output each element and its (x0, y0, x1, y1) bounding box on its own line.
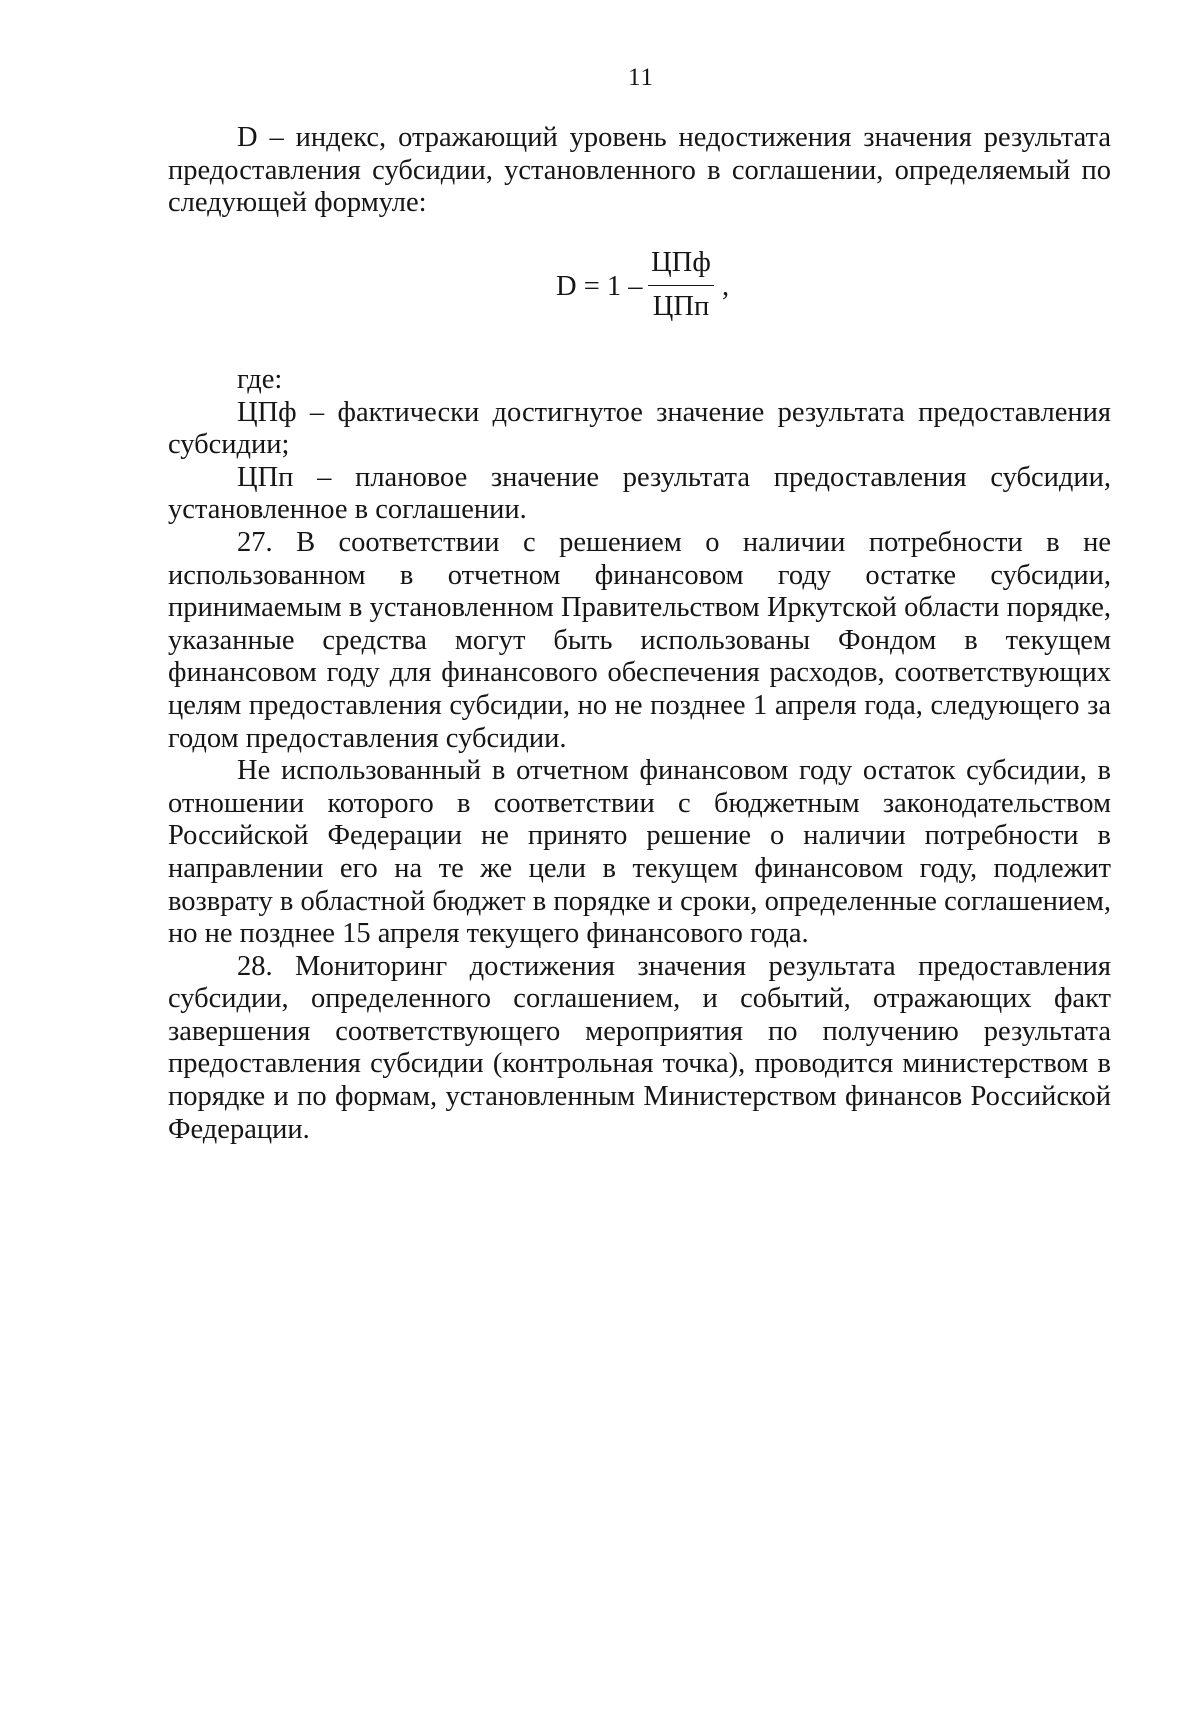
paragraph-unused-balance: Не использованный в отчетном финансовом году остаток субсидии, в отношении которого в соответствии с бюджетным законодательством Российской Федерации не принято решение о наличии потребности в направлении его на те же цели в текущем финансовом году, подлежит возврату в областной бюджет в порядке и сроки, определенные соглашением, но не позднее 15 апреля текущего финансового года. (168, 755, 1111, 950)
formula-numerator: ЦПф (651, 247, 711, 278)
paragraph-28: 28. Мониторинг достижения значения результата предоставления субсидии, определенного соглашением, и событий, отражающих факт завершения соответствующего мероприятия по получению результата предоставления субсидии (контрольная точка), проводится министерством в порядке и по формам, установленным Министерством финансов Российской Федерации. (168, 950, 1111, 1145)
formula-comma: , (722, 271, 730, 302)
formula-denominator: ЦПп (652, 291, 710, 322)
formula-lhs: D = 1 – (556, 271, 643, 302)
intro-paragraph: D – индекс, отражающий уровень недостижения значения результата предоставления субсидии, установленного в соглашении, определяемый по следующей формуле: (168, 122, 1111, 219)
body-text (168, 364, 1111, 1146)
intro-block (168, 122, 1111, 220)
fraction-bar (648, 285, 714, 286)
where-label: где: (237, 364, 283, 395)
paragraph-27: 27. В соответствии с решением о наличии потребности в не использованном в отчетном финансовом году остатке субсидии, принимаемым в установленном Правительством Иркутской области порядке, указанные средства могут быть использованы Фондом в текущем финансовом году для финансового обеспечения расходов, соответствующих целям предоставления субсидии, но не позднее 1 апреля года, следующего за годом предоставления субсидии. (168, 526, 1111, 754)
page-number: 11 (627, 64, 655, 91)
definition-cpf: ЦПф – фактически достигнутое значение результата предоставления субсидии; (168, 396, 1111, 461)
definition-cpp: ЦПп – плановое значение результата предоставления субсидии, установленное в соглашении. (168, 461, 1111, 526)
